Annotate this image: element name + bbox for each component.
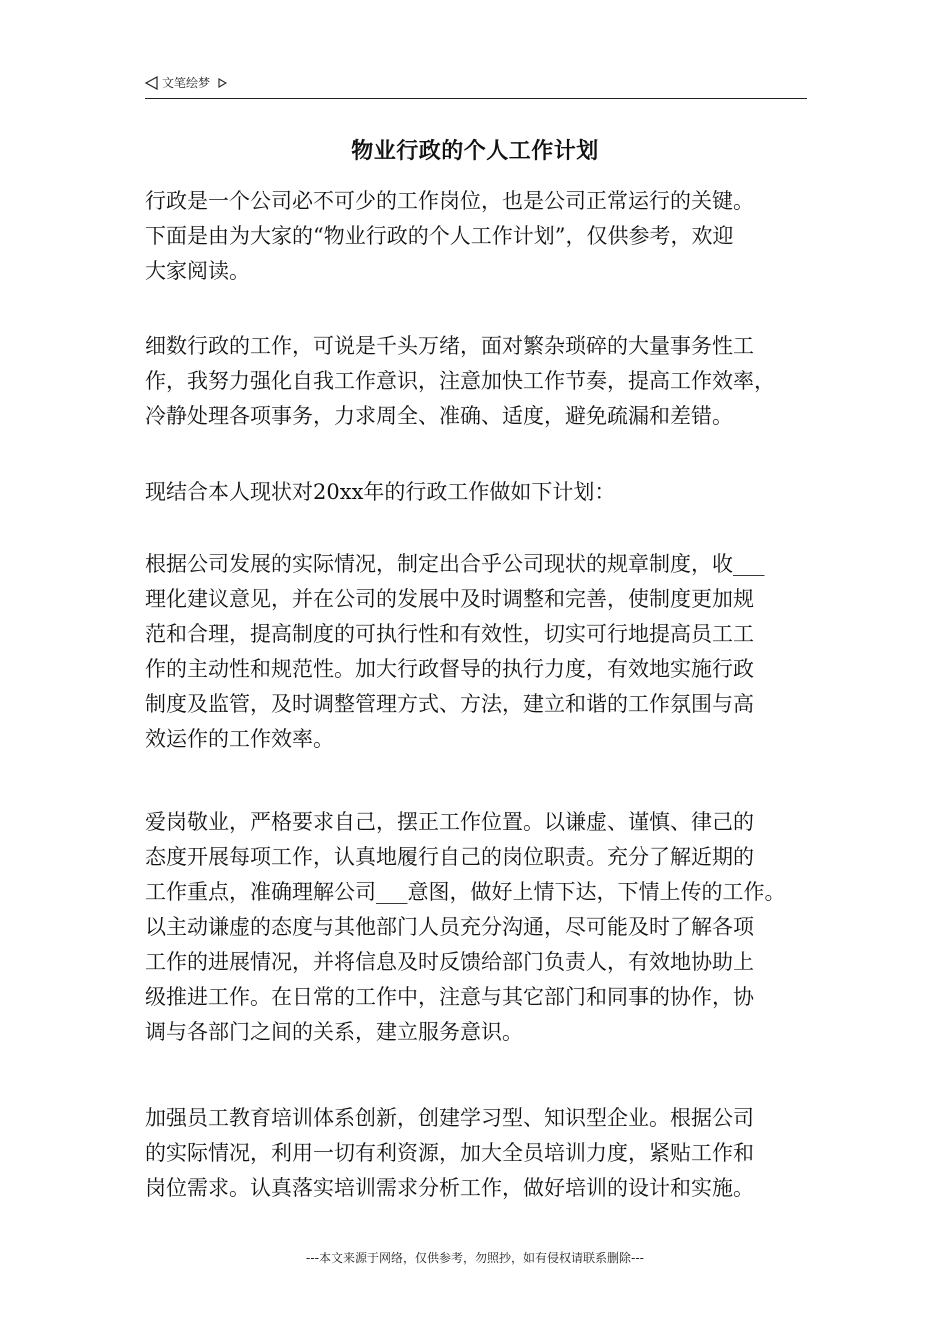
text-line: 理化建议意见，并在公司的发展中及时调整和完善，使制度更加规 xyxy=(145,587,754,611)
paragraph-dedication xyxy=(145,805,786,1050)
text-line: 下面是由为大家的“物业行政的个人工作计划”，仅供参考，欢迎 xyxy=(145,224,734,248)
document-title: 物业行政的个人工作计划 xyxy=(351,139,599,164)
paragraph-overview xyxy=(145,329,775,434)
text-line: 细数行政的工作，可说是千头万绪，面对繁杂琐碎的大量事务性工 xyxy=(145,334,754,358)
text-line: 作的主动性和规范性。加大行政督导的执行力度，有效地实施行政 xyxy=(145,657,754,681)
triangle-right-icon xyxy=(218,78,227,88)
page-header xyxy=(145,72,807,99)
header-brand-text: 文笔绘梦 xyxy=(162,76,211,90)
footer-disclaimer: ---本文来源于网络，仅供参考，勿照抄，如有侵权请联系删除--- xyxy=(306,1251,644,1265)
text-line: 的实际情况，利用一切有利资源，加大全员培训力度，紧贴工作和 xyxy=(145,1141,754,1165)
text-line: 以主动谦虚的态度与其他部门人员充分沟通，尽可能及时了解各项 xyxy=(145,915,754,939)
text-line: 现结合本人现状对20xx年的行政工作做如下计划： xyxy=(145,480,616,504)
text-line: 工作重点，准确理解公司___意图，做好上情下达，下情上传的工作。 xyxy=(145,880,786,904)
text-line: 调与各部门之间的关系，建立服务意识。 xyxy=(145,1020,523,1044)
text-line: 范和合理，提高制度的可执行性和有效性，切实可行地提高员工工 xyxy=(145,622,754,646)
paragraph-training xyxy=(145,1101,754,1206)
text-line: 级推进工作。在日常的工作中，注意与其它部门和同事的协作，协 xyxy=(145,985,754,1009)
text-line: 大家阅读。 xyxy=(145,259,250,283)
text-line: 爱岗敬业，严格要求自己，摆正工作位置。以谦虚、谨慎、律己的 xyxy=(145,810,754,834)
text-line: 工作的进展情况，并将信息及时反馈给部门负责人，有效地协助上 xyxy=(145,950,754,974)
paragraph-plan-intro xyxy=(145,475,615,510)
text-line: 作，我努力强化自我工作意识，注意加快工作节奏，提高工作效率， xyxy=(145,369,775,393)
text-line: 加强员工教育培训体系创新，创建学习型、知识型企业。根据公司 xyxy=(145,1106,754,1130)
text-line: 岗位需求。认真落实培训需求分析工作，做好培训的设计和实施。 xyxy=(145,1176,754,1200)
text-line: 制度及监管，及时调整管理方式、方法，建立和谐的工作氛围与高 xyxy=(145,692,754,716)
paragraph-rules xyxy=(145,547,765,757)
text-line: 冷静处理各项事务，力求周全、准确、适度，避免疏漏和差错。 xyxy=(145,404,733,428)
text-line: 行政是一个公司必不可少的工作岗位，也是公司正常运行的关键。 xyxy=(145,189,754,213)
text-line: 态度开展每项工作，认真地履行自己的岗位职责。充分了解近期的 xyxy=(145,845,754,869)
text-line: 效运作的工作效率。 xyxy=(145,727,334,751)
triangle-left-icon xyxy=(145,76,158,90)
paragraph-intro xyxy=(145,184,754,289)
text-line: 根据公司发展的实际情况，制定出合乎公司现状的规章制度，收___ xyxy=(145,552,765,576)
header-brand xyxy=(145,74,227,91)
